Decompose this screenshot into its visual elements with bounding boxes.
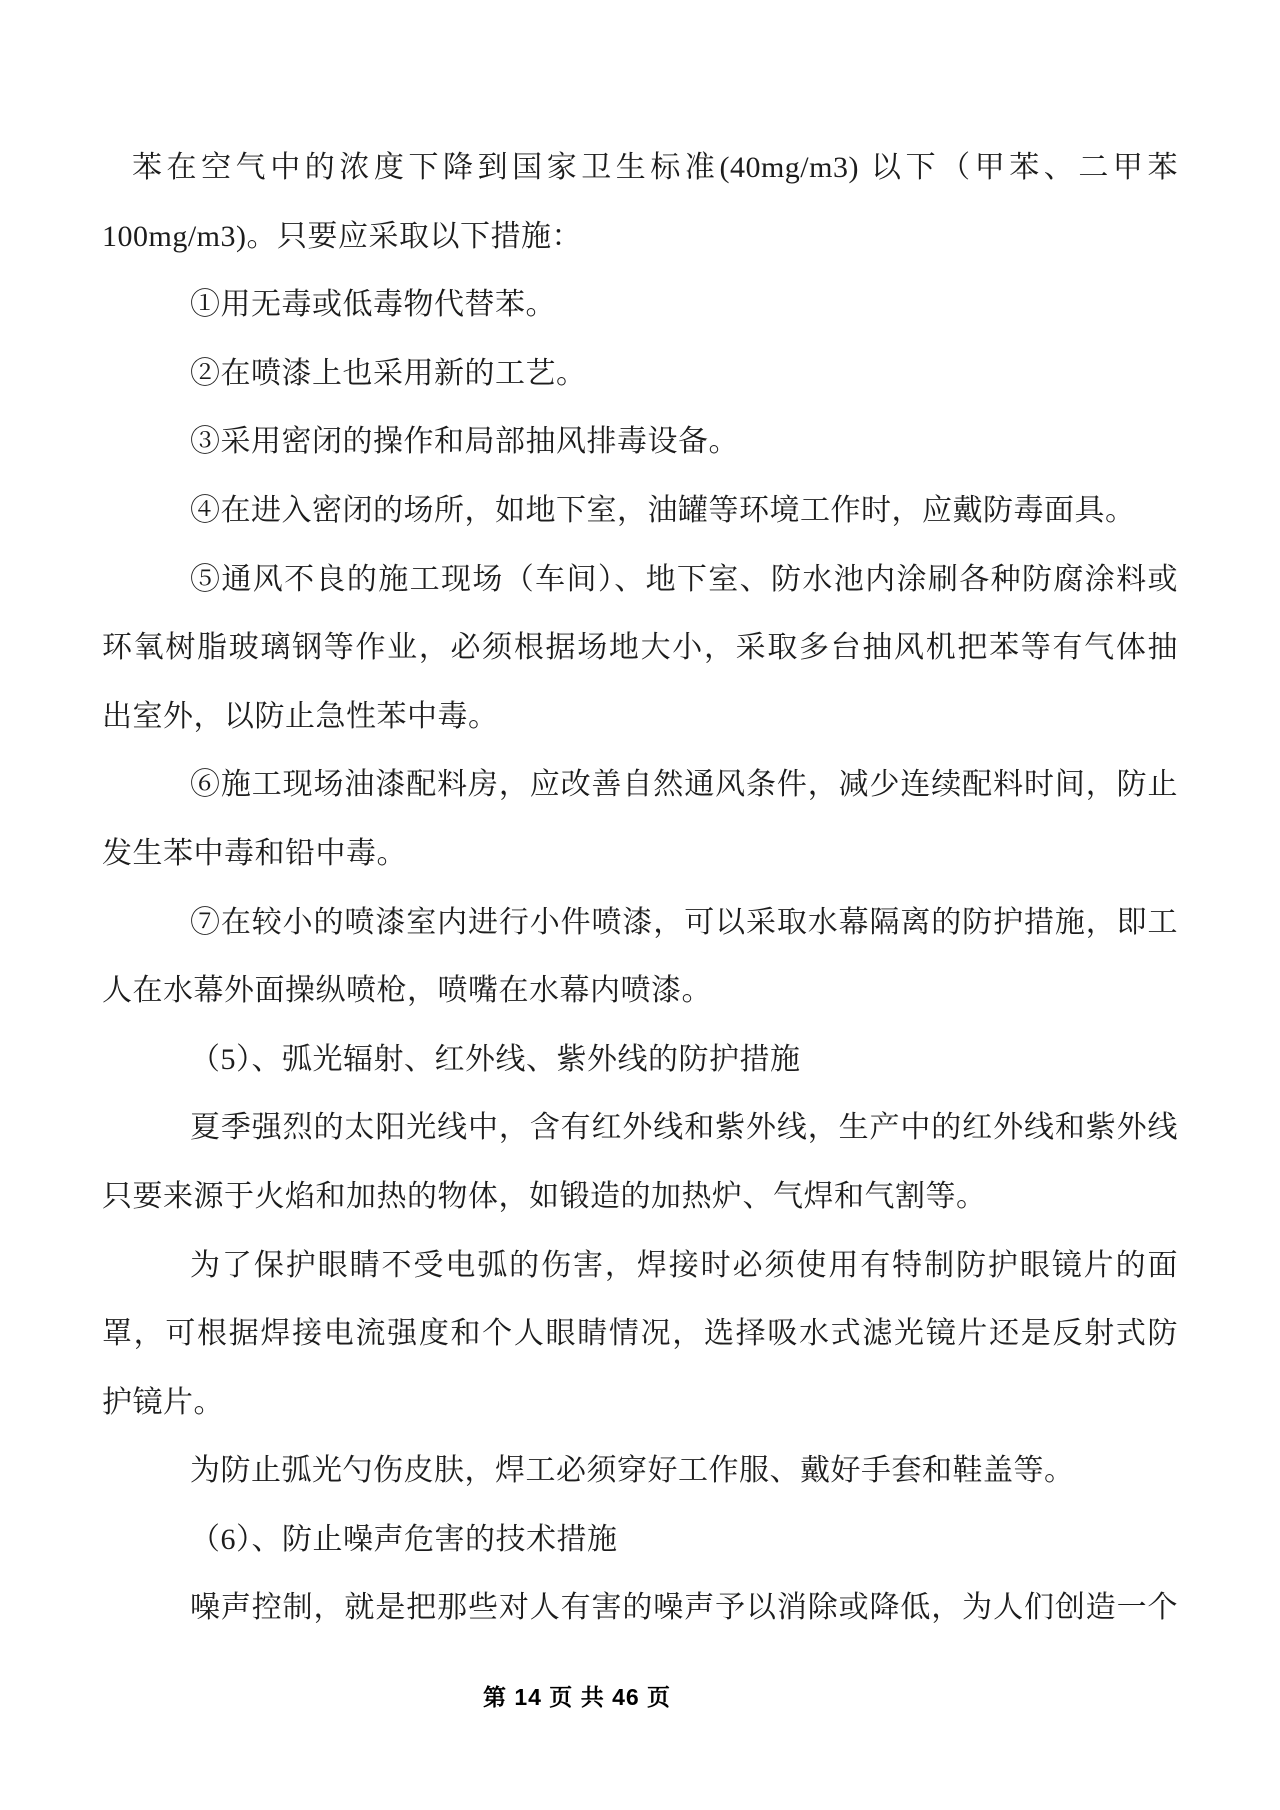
text-line: ③采用密闭的操作和局部抽风排毒设备。 — [190, 425, 739, 459]
page-footer — [0, 1679, 1154, 1712]
text-line: ⑦在较小的喷漆室内进行小件喷漆，可以采取水幕隔离的防护措施，即工 — [190, 905, 1178, 939]
document-lines — [102, 134, 1178, 1643]
text-line: ②在喷漆上也采用新的工艺。 — [190, 356, 587, 390]
text-line: 100mg/m3)。只要应采取以下措施： — [102, 219, 582, 253]
text-line: 环氧树脂玻璃钢等作业，必须根据场地大小，采取多台抽风机把苯等有气体抽 — [102, 631, 1178, 665]
text-line: 夏季强烈的太阳光线中，含有红外线和紫外线，生产中的红外线和紫外线 — [190, 1111, 1178, 1145]
text-line: 罩，可根据焊接电流强度和个人眼睛情况，选择吸水式滤光镜片还是反射式防 — [102, 1317, 1178, 1351]
text-line: 护镜片。 — [102, 1385, 224, 1419]
text-line: （5）、弧光辐射、红外线、紫外线的防护措施 — [190, 1042, 801, 1076]
text-line: 人在水幕外面操纵喷枪，喷嘴在水幕内喷漆。 — [102, 974, 712, 1008]
text-line: ①用无毒或低毒物代替苯。 — [190, 288, 556, 322]
text-line: 噪声控制，就是把那些对人有害的噪声予以消除或降低，为人们创造一个 — [190, 1591, 1178, 1625]
text-line: 苯在空气中的浓度下降到国家卫生标准(40mg/m3) 以下（甲苯、二甲苯 — [132, 151, 1178, 184]
text-line: 发生苯中毒和铅中毒。 — [102, 836, 407, 870]
text-line: ⑥施工现场油漆配料房，应改善自然通风条件，减少连续配料时间，防止 — [190, 768, 1178, 802]
text-line: ④在进入密闭的场所，如地下室，油罐等环境工作时，应戴防毒面具。 — [190, 493, 1136, 527]
page-number-text: 第 14 页 共 46 页 — [482, 1684, 672, 1710]
text-line: 出室外，以防止急性苯中毒。 — [102, 699, 499, 733]
text-line: 为了保护眼睛不受电弧的伤害，焊接时必须使用有特制防护眼镜片的面 — [190, 1248, 1178, 1282]
text-line: ⑤通风不良的施工现场（车间）、地下室、防水池内涂刷各种防腐涂料或 — [190, 562, 1178, 596]
text-line: 为防止弧光勺伤皮肤，焊工必须穿好工作服、戴好手套和鞋盖等。 — [190, 1454, 1075, 1488]
text-line: 只要来源于火焰和加热的物体，如锻造的加热炉、气焊和气割等。 — [102, 1179, 987, 1213]
text-line: （6）、防止噪声危害的技术措施 — [190, 1522, 618, 1556]
